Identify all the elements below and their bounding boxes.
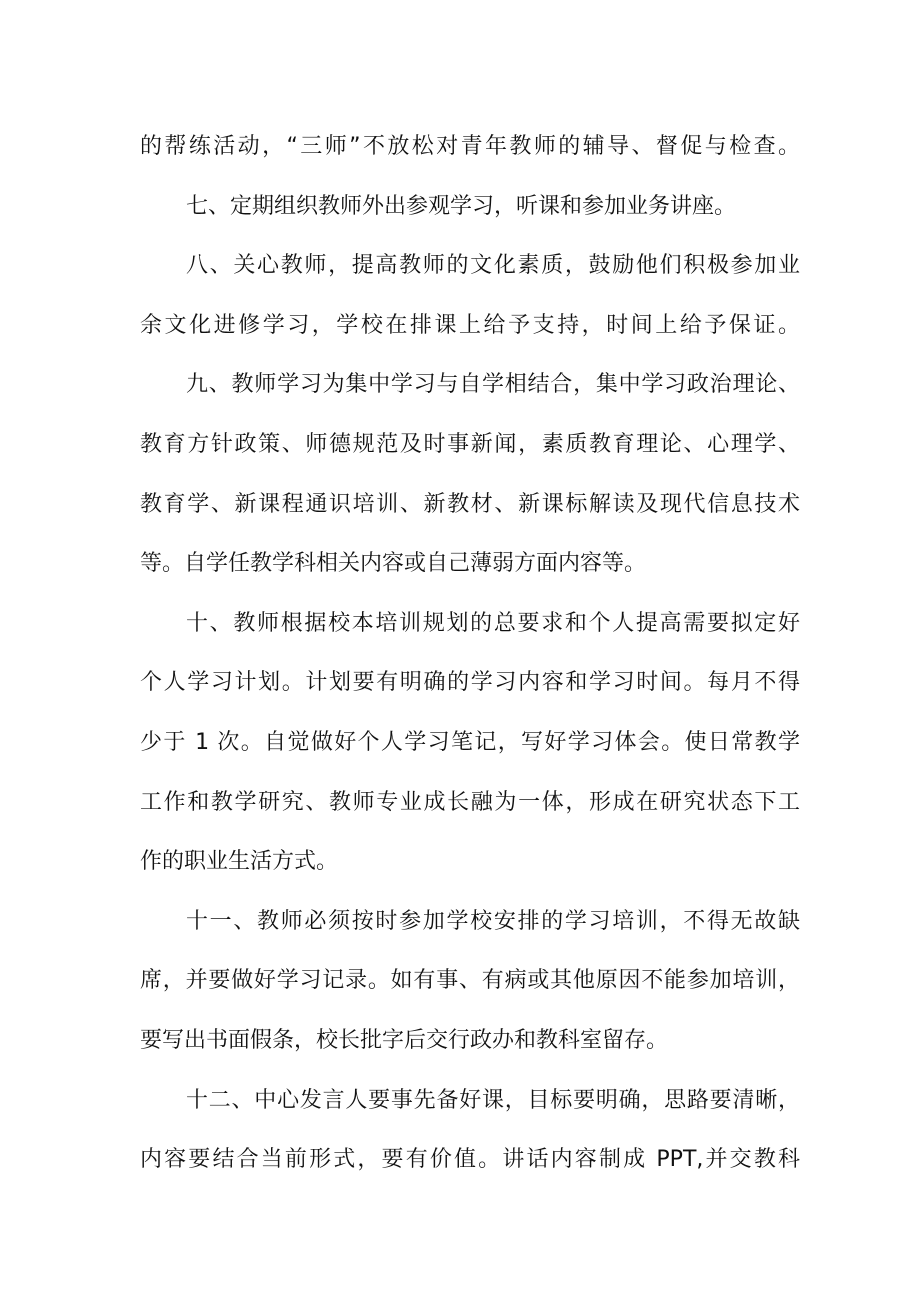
text-line: 教育学、新课程通识培训、新教材、新课标解读及现代信息技术 xyxy=(140,491,800,517)
text-line: 八、关心教师，提高教师的文化素质，鼓励他们积极参加业 xyxy=(186,253,800,279)
document-body xyxy=(140,122,800,1195)
text-line: 要写出书面假条，校长批字后交行政办和教科室留存。 xyxy=(140,1027,669,1053)
text-line: 少于 1 次。自觉做好个人学习笔记，写好学习体会。使日常教学 xyxy=(140,729,800,755)
text-line: 十一、教师必须按时参加学校安排的学习培训，不得无故缺 xyxy=(186,908,800,934)
text-line: 的帮练活动，“三师”不放松对青年教师的辅导、督促与检查。 xyxy=(140,134,800,159)
text-line: 七、定期组织教师外出参观学习，听课和参加业务讲座。 xyxy=(186,193,737,219)
text-line: 等。自学任教学科相关内容或自己薄弱方面内容等。 xyxy=(140,551,647,577)
text-line: 十、教师根据校本培训规划的总要求和个人提高需要拟定好 xyxy=(186,610,800,636)
text-line: 席，并要做好学习记录。如有事、有病或其他原因不能参加培训， xyxy=(140,968,800,994)
text-line: 余文化进修学习，学校在排课上给予支持，时间上给予保证。 xyxy=(140,312,800,338)
text-line: 内容要结合当前形式，要有价值。讲话内容制成 PPT,并交教科 xyxy=(140,1147,800,1173)
text-line: 十二、中心发言人要事先备好课，目标要明确，思路要清晰， xyxy=(186,1087,800,1113)
text-line: 作的职业生活方式。 xyxy=(140,849,339,875)
text-line: 工作和教学研究、教师专业成长融为一体，形成在研究状态下工 xyxy=(140,789,800,815)
text-line: 九、教师学习为集中学习与自学相结合，集中学习政治理论、 xyxy=(186,372,800,398)
text-line: 教育方针政策、师德规范及时事新闻，素质教育理论、心理学、 xyxy=(140,431,800,457)
text-line: 个人学习计划。计划要有明确的学习内容和学习时间。每月不得 xyxy=(140,670,800,696)
